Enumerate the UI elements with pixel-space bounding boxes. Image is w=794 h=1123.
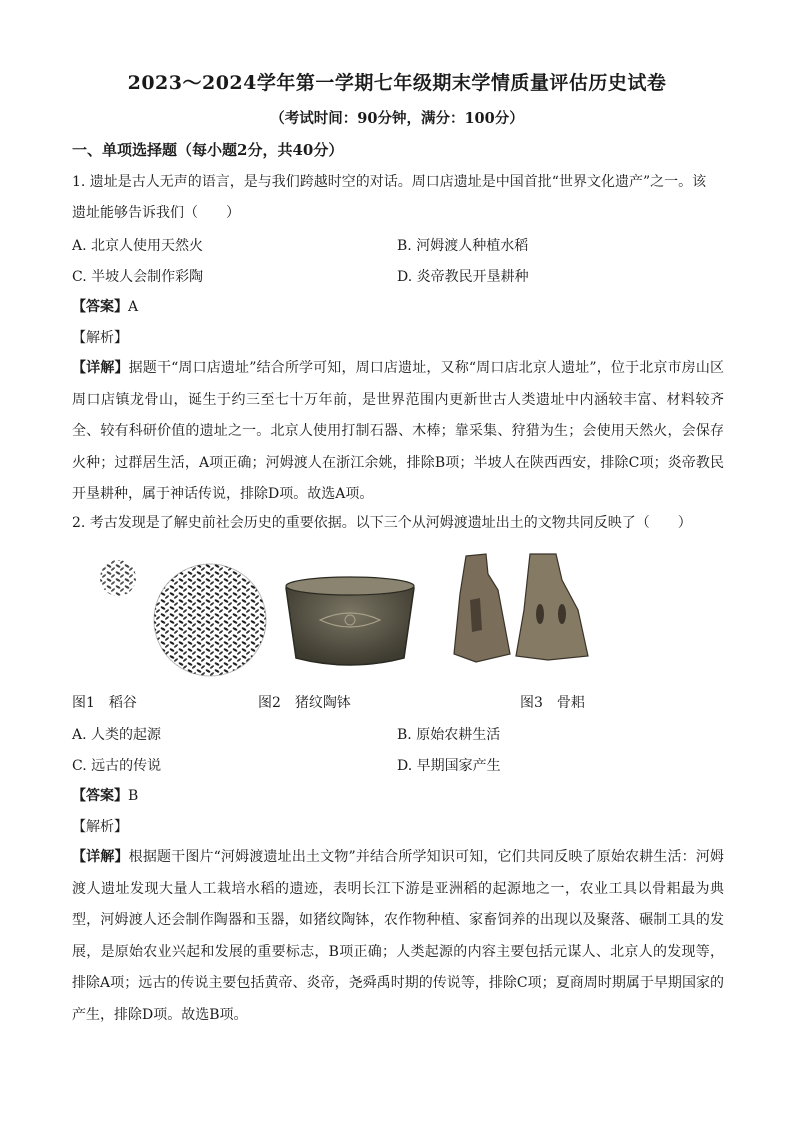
- q1-analysis-tag: 【解析】: [72, 330, 128, 346]
- q2-stem: 2. 考古发现是了解史前社会历史的重要依据。以下三个从河姆渡遗址出土的文物共同反映了（ ）: [72, 515, 692, 531]
- q2-option-a: A. 人类的起源: [72, 727, 162, 743]
- answer-tag: 【答案】: [72, 299, 128, 315]
- exam-title: 2023～2024学年第一学期七年级期末学情质量评估历史试卷: [127, 72, 667, 94]
- q1-option-a: A. 北京人使用天然火: [72, 238, 204, 254]
- artifact-figures: [88, 550, 598, 680]
- q2-answer: [72, 786, 138, 806]
- answer-value: B: [128, 788, 139, 804]
- fig3-caption: 图3 骨耜: [520, 695, 585, 711]
- rice-grain-image: [100, 560, 266, 676]
- detail-tag: 【详解】: [72, 849, 129, 865]
- q1-option-c: C. 半坡人会制作彩陶: [72, 269, 204, 285]
- q2-option-d: D. 早期国家产生: [397, 758, 501, 774]
- fig2-caption: 图2 猪纹陶钵: [258, 695, 351, 711]
- q1-detail: [72, 353, 724, 511]
- pottery-bowl-image: [286, 577, 414, 665]
- fig1-caption: 图1 稻谷: [72, 695, 137, 711]
- q2-option-b: B. 原始农耕生活: [397, 727, 501, 743]
- q2-detail: [72, 842, 724, 1031]
- q1-option-d: D. 炎帝教民开垦耕种: [397, 269, 529, 285]
- answer-tag: 【答案】: [72, 788, 128, 804]
- detail-text: 根据题干图片“河姆渡遗址出土文物”并结合所学知识可知，它们共同反映了原始农耕生活：河姆渡人遗址发现大量人工栽培水稻的遗迹，表明长江下游是亚洲稻的起源地之一，农业工具以骨耜最为典型，河姆渡人还会制作陶器和玉器，如猪纹陶钵，农作物种植、家畜饲养的出现以及聚落、碾制工具的发展，是原始农业兴起和发展的重要标志，B项正确；人类起源的内容主要包括元谋人、北京人的发现等，排除A项；远古的传说主要包括黄帝、炎帝，尧舜禹时期的传说等，排除C项；夏商周时期属于早期国家的产生，排除D项。故选B项。: [72, 849, 725, 1023]
- q1-stem-line2: 遗址能够告诉我们（ ）: [72, 205, 240, 221]
- section-heading: 一、单项选择题（每小题2分，共40分）: [72, 141, 344, 159]
- q1-option-b: B. 河姆渡人种植水稻: [397, 238, 529, 254]
- detail-tag: 【详解】: [72, 360, 129, 376]
- answer-value: A: [128, 299, 139, 315]
- detail-text: 据题干“周口店遗址”结合所学可知，周口店遗址，又称“周口店北京人遗址”，位于北京市房山区周口店镇龙骨山，诞生于约三至七十万年前，是世界范围内更新世古人类遗址中内涵较丰富、材料较齐全、较有科研价值的遗址之一。北京人使用打制石器、木棒；靠采集、狩猎为生；会使用天然火，会保存火种；过群居生活，A项正确；河姆渡人在浙江余姚，排除B项；半坡人在陕西西安，排除C项；炎帝教民开垦耕种，属于神话传说，排除D项。故选A项。: [72, 360, 725, 502]
- bone-spade-image: [454, 554, 588, 662]
- q2-option-c: C. 远古的传说: [72, 758, 162, 774]
- q1-stem-line1: 1. 遗址是古人无声的语言，是与我们跨越时空的对话。周口店遗址是中国首批“世界文化遗产”之一。该: [72, 174, 707, 190]
- exam-subtitle: （考试时间：90分钟，满分：100分）: [270, 110, 524, 127]
- q1-answer: [72, 297, 138, 317]
- q2-analysis-tag: 【解析】: [72, 819, 128, 835]
